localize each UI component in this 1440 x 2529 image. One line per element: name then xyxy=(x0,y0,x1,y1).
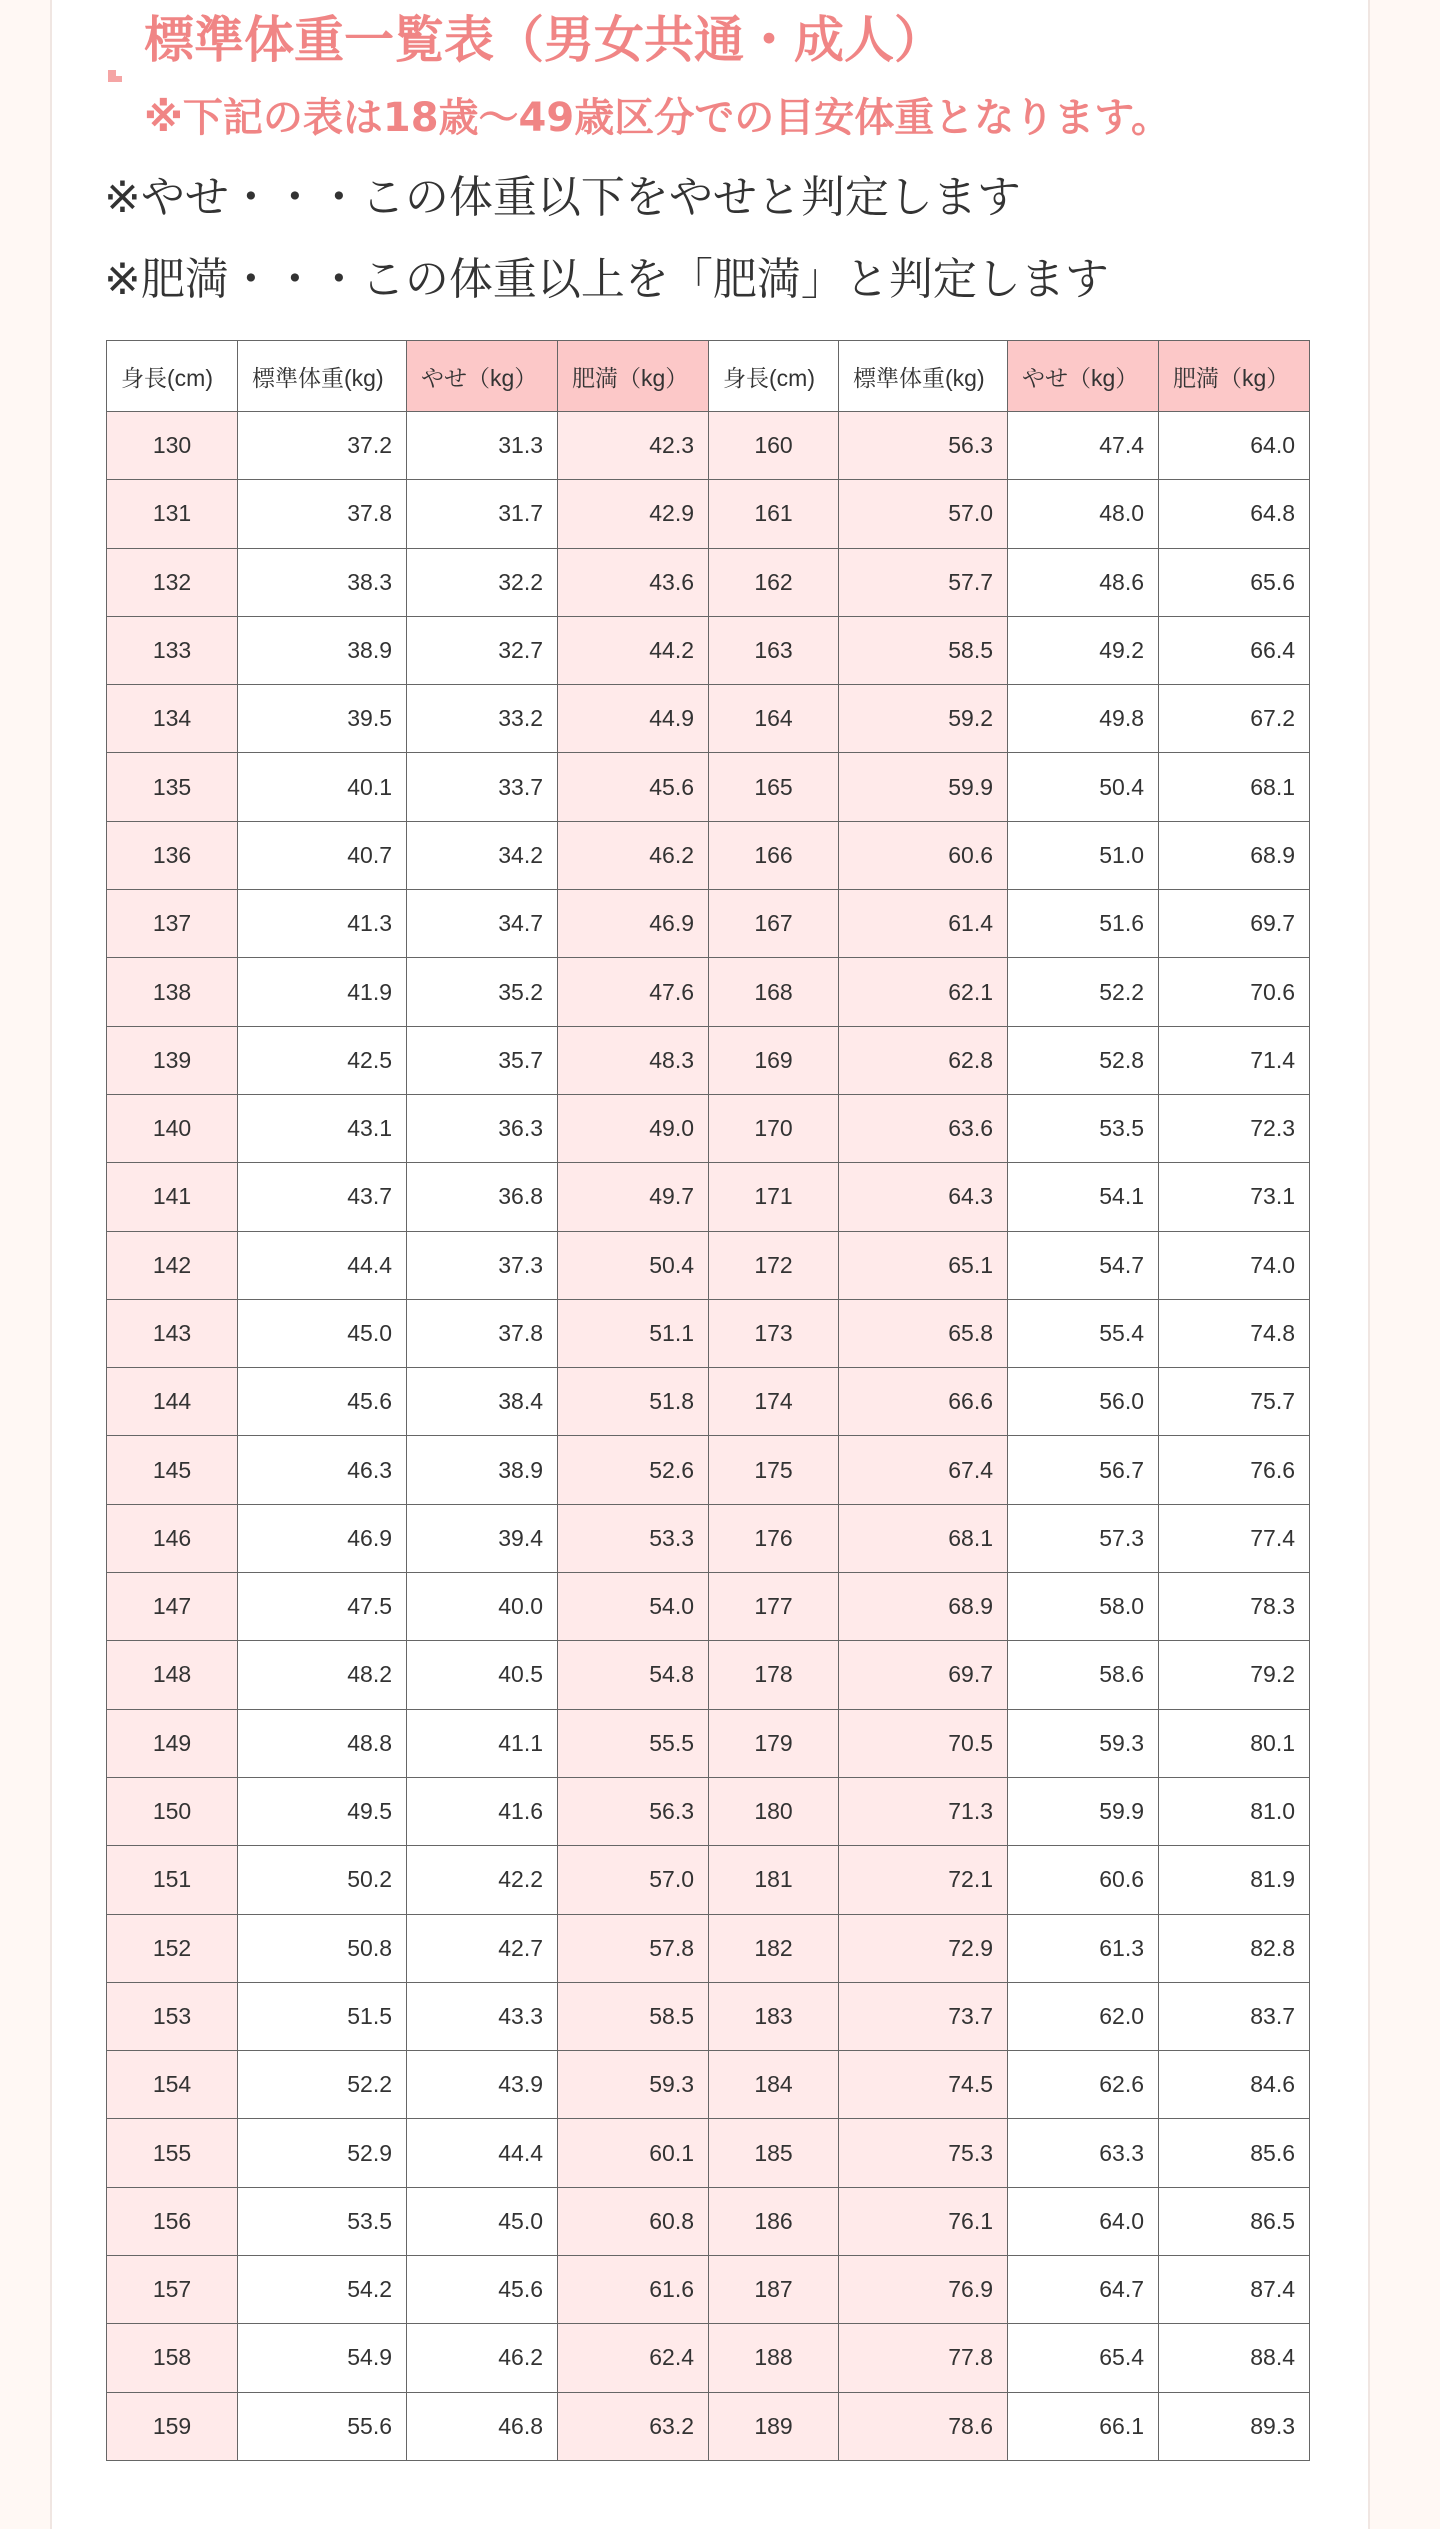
height-cell: 131 xyxy=(107,480,238,548)
standard-weight-cell: 44.4 xyxy=(238,1231,407,1299)
standard-weight-cell: 52.9 xyxy=(238,2119,407,2187)
thin-weight-cell: 51.0 xyxy=(1008,821,1159,889)
obese-weight-cell: 63.2 xyxy=(558,2392,709,2460)
height-cell: 136 xyxy=(107,821,238,889)
thin-weight-cell: 63.3 xyxy=(1008,2119,1159,2187)
thin-weight-cell: 58.6 xyxy=(1008,1641,1159,1709)
thin-weight-cell: 54.1 xyxy=(1008,1163,1159,1231)
standard-weight-cell: 72.1 xyxy=(839,1846,1008,1914)
obese-weight-cell: 81.9 xyxy=(1159,1846,1310,1914)
obese-weight-cell: 58.5 xyxy=(558,1982,709,2050)
standard-weight-cell: 48.2 xyxy=(238,1641,407,1709)
standard-weight-cell: 64.3 xyxy=(839,1163,1008,1231)
table-row xyxy=(107,1436,1310,1504)
height-cell: 153 xyxy=(107,1982,238,2050)
thin-weight-cell: 52.2 xyxy=(1008,958,1159,1026)
obese-weight-cell: 81.0 xyxy=(1159,1777,1310,1845)
table-row xyxy=(107,890,1310,958)
obese-weight-cell: 76.6 xyxy=(1159,1436,1310,1504)
thin-weight-cell: 57.3 xyxy=(1008,1504,1159,1572)
obese-weight-cell: 56.3 xyxy=(558,1777,709,1845)
obese-weight-cell: 74.0 xyxy=(1159,1231,1310,1299)
standard-weight-cell: 43.1 xyxy=(238,1094,407,1162)
table-row xyxy=(107,1231,1310,1299)
standard-weight-cell: 70.5 xyxy=(839,1709,1008,1777)
thin-weight-cell: 59.9 xyxy=(1008,1777,1159,1845)
height-cell: 152 xyxy=(107,1914,238,1982)
standard-weight-cell: 38.9 xyxy=(238,616,407,684)
height-cell: 144 xyxy=(107,1368,238,1436)
height-cell: 182 xyxy=(709,1914,839,1982)
height-cell: 179 xyxy=(709,1709,839,1777)
obese-weight-cell: 47.6 xyxy=(558,958,709,1026)
thin-weight-cell: 65.4 xyxy=(1008,2324,1159,2392)
height-cell: 185 xyxy=(709,2119,839,2187)
thin-weight-cell: 44.4 xyxy=(407,2119,558,2187)
height-cell: 170 xyxy=(709,1094,839,1162)
standard-weight-cell: 63.6 xyxy=(839,1094,1008,1162)
header-thin-left: やせ（kg） xyxy=(407,341,558,412)
standard-weight-cell: 76.9 xyxy=(839,2256,1008,2324)
standard-weight-cell: 58.5 xyxy=(839,616,1008,684)
table-row xyxy=(107,1094,1310,1162)
height-cell: 159 xyxy=(107,2392,238,2460)
standard-weight-cell: 46.9 xyxy=(238,1504,407,1572)
thin-weight-cell: 37.3 xyxy=(407,1231,558,1299)
obese-weight-cell: 57.0 xyxy=(558,1846,709,1914)
page-title: 標準体重一覧表（男女共通・成人） xyxy=(144,11,944,69)
thin-weight-cell: 46.8 xyxy=(407,2392,558,2460)
thin-weight-cell: 64.7 xyxy=(1008,2256,1159,2324)
height-cell: 145 xyxy=(107,1436,238,1504)
standard-weight-cell: 45.0 xyxy=(238,1299,407,1367)
standard-weight-cell: 45.6 xyxy=(238,1368,407,1436)
table-row xyxy=(107,1641,1310,1709)
standard-weight-cell: 43.7 xyxy=(238,1163,407,1231)
height-cell: 142 xyxy=(107,1231,238,1299)
height-cell: 177 xyxy=(709,1573,839,1641)
standard-weight-cell: 73.7 xyxy=(839,1982,1008,2050)
table-header xyxy=(107,341,1310,412)
table-row xyxy=(107,2051,1310,2119)
thin-weight-cell: 49.8 xyxy=(1008,685,1159,753)
table-row xyxy=(107,480,1310,548)
height-cell: 132 xyxy=(107,548,238,616)
height-cell: 139 xyxy=(107,1026,238,1094)
thin-weight-cell: 53.5 xyxy=(1008,1094,1159,1162)
height-cell: 140 xyxy=(107,1094,238,1162)
standard-weight-cell: 61.4 xyxy=(839,890,1008,958)
height-cell: 174 xyxy=(709,1368,839,1436)
standard-weight-table xyxy=(106,340,1310,2461)
thin-weight-cell: 64.0 xyxy=(1008,2187,1159,2255)
height-cell: 130 xyxy=(107,412,238,480)
thin-weight-cell: 45.6 xyxy=(407,2256,558,2324)
obese-weight-cell: 89.3 xyxy=(1159,2392,1310,2460)
thin-weight-cell: 48.0 xyxy=(1008,480,1159,548)
height-cell: 172 xyxy=(709,1231,839,1299)
standard-weight-cell: 69.7 xyxy=(839,1641,1008,1709)
header-height-left: 身長(cm) xyxy=(107,341,238,412)
obese-weight-cell: 51.1 xyxy=(558,1299,709,1367)
thin-weight-cell: 46.2 xyxy=(407,2324,558,2392)
table-row xyxy=(107,821,1310,889)
thin-weight-cell: 47.4 xyxy=(1008,412,1159,480)
table-row xyxy=(107,2392,1310,2460)
obese-weight-cell: 54.0 xyxy=(558,1573,709,1641)
height-cell: 149 xyxy=(107,1709,238,1777)
obese-weight-cell: 68.9 xyxy=(1159,821,1310,889)
table-row xyxy=(107,548,1310,616)
standard-weight-cell: 55.6 xyxy=(238,2392,407,2460)
height-cell: 146 xyxy=(107,1504,238,1572)
thin-weight-cell: 54.7 xyxy=(1008,1231,1159,1299)
height-cell: 189 xyxy=(709,2392,839,2460)
standard-weight-cell: 41.9 xyxy=(238,958,407,1026)
thin-weight-cell: 59.3 xyxy=(1008,1709,1159,1777)
thin-weight-cell: 43.9 xyxy=(407,2051,558,2119)
standard-weight-cell: 75.3 xyxy=(839,2119,1008,2187)
obese-weight-cell: 60.1 xyxy=(558,2119,709,2187)
height-cell: 134 xyxy=(107,685,238,753)
obese-weight-cell: 69.7 xyxy=(1159,890,1310,958)
standard-weight-cell: 39.5 xyxy=(238,685,407,753)
obese-weight-cell: 60.8 xyxy=(558,2187,709,2255)
table-row xyxy=(107,685,1310,753)
table-row xyxy=(107,2256,1310,2324)
height-cell: 163 xyxy=(709,616,839,684)
standard-weight-cell: 37.8 xyxy=(238,480,407,548)
obese-weight-cell: 65.6 xyxy=(1159,548,1310,616)
standard-weight-cell: 65.8 xyxy=(839,1299,1008,1367)
height-cell: 161 xyxy=(709,480,839,548)
obese-weight-cell: 82.8 xyxy=(1159,1914,1310,1982)
standard-weight-cell: 42.5 xyxy=(238,1026,407,1094)
height-cell: 181 xyxy=(709,1846,839,1914)
obese-weight-cell: 42.9 xyxy=(558,480,709,548)
obese-weight-cell: 45.6 xyxy=(558,753,709,821)
standard-weight-cell: 62.8 xyxy=(839,1026,1008,1094)
obese-weight-cell: 71.4 xyxy=(1159,1026,1310,1094)
table-row xyxy=(107,958,1310,1026)
obese-weight-cell: 52.6 xyxy=(558,1436,709,1504)
table-row xyxy=(107,1163,1310,1231)
standard-weight-cell: 46.3 xyxy=(238,1436,407,1504)
header-standard-weight-left: 標準体重(kg) xyxy=(238,341,407,412)
obese-weight-cell: 79.2 xyxy=(1159,1641,1310,1709)
header-row xyxy=(107,341,1310,412)
height-cell: 166 xyxy=(709,821,839,889)
obese-weight-cell: 49.7 xyxy=(558,1163,709,1231)
obese-weight-cell: 44.2 xyxy=(558,616,709,684)
table-row xyxy=(107,1573,1310,1641)
thin-weight-cell: 56.0 xyxy=(1008,1368,1159,1436)
thin-weight-cell: 55.4 xyxy=(1008,1299,1159,1367)
obese-weight-cell: 54.8 xyxy=(558,1641,709,1709)
height-cell: 183 xyxy=(709,1982,839,2050)
thin-weight-cell: 34.2 xyxy=(407,821,558,889)
table-row xyxy=(107,2187,1310,2255)
obese-weight-cell: 62.4 xyxy=(558,2324,709,2392)
thin-weight-cell: 60.6 xyxy=(1008,1846,1159,1914)
thin-weight-cell: 62.0 xyxy=(1008,1982,1159,2050)
thin-weight-cell: 49.2 xyxy=(1008,616,1159,684)
thin-weight-cell: 39.4 xyxy=(407,1504,558,1572)
thin-weight-cell: 66.1 xyxy=(1008,2392,1159,2460)
standard-weight-cell: 68.9 xyxy=(839,1573,1008,1641)
height-cell: 154 xyxy=(107,2051,238,2119)
height-cell: 143 xyxy=(107,1299,238,1367)
standard-weight-cell: 50.8 xyxy=(238,1914,407,1982)
height-cell: 167 xyxy=(709,890,839,958)
height-cell: 173 xyxy=(709,1299,839,1367)
obese-weight-cell: 72.3 xyxy=(1159,1094,1310,1162)
thin-weight-cell: 50.4 xyxy=(1008,753,1159,821)
standard-weight-cell: 53.5 xyxy=(238,2187,407,2255)
standard-weight-cell: 54.2 xyxy=(238,2256,407,2324)
header-standard-weight-right: 標準体重(kg) xyxy=(839,341,1008,412)
table-row xyxy=(107,1846,1310,1914)
table-subtitle-note: ※下記の表は18歳～49歳区分での目安体重となります。 xyxy=(144,95,1172,141)
thin-weight-cell: 43.3 xyxy=(407,1982,558,2050)
height-cell: 176 xyxy=(709,1504,839,1572)
standard-weight-cell: 40.1 xyxy=(238,753,407,821)
obese-weight-cell: 43.6 xyxy=(558,548,709,616)
obese-weight-cell: 59.3 xyxy=(558,2051,709,2119)
obese-weight-cell: 46.2 xyxy=(558,821,709,889)
obese-weight-cell: 73.1 xyxy=(1159,1163,1310,1231)
thin-weight-cell: 36.3 xyxy=(407,1094,558,1162)
standard-weight-cell: 41.3 xyxy=(238,890,407,958)
standard-weight-cell: 60.6 xyxy=(839,821,1008,889)
thin-weight-cell: 35.2 xyxy=(407,958,558,1026)
table-row xyxy=(107,1914,1310,1982)
thin-weight-cell: 48.6 xyxy=(1008,548,1159,616)
thin-weight-cell: 31.7 xyxy=(407,480,558,548)
obese-weight-cell: 70.6 xyxy=(1159,958,1310,1026)
standard-weight-cell: 47.5 xyxy=(238,1573,407,1641)
obese-weight-cell: 67.2 xyxy=(1159,685,1310,753)
height-cell: 180 xyxy=(709,1777,839,1845)
height-cell: 168 xyxy=(709,958,839,1026)
table-row xyxy=(107,1504,1310,1572)
standard-weight-cell: 76.1 xyxy=(839,2187,1008,2255)
table-row xyxy=(107,2324,1310,2392)
thin-weight-cell: 40.5 xyxy=(407,1641,558,1709)
obese-weight-cell: 84.6 xyxy=(1159,2051,1310,2119)
standard-weight-cell: 57.7 xyxy=(839,548,1008,616)
thin-weight-cell: 51.6 xyxy=(1008,890,1159,958)
height-cell: 151 xyxy=(107,1846,238,1914)
thin-weight-cell: 56.7 xyxy=(1008,1436,1159,1504)
height-cell: 187 xyxy=(709,2256,839,2324)
obese-weight-cell: 64.0 xyxy=(1159,412,1310,480)
obese-weight-cell: 66.4 xyxy=(1159,616,1310,684)
thin-weight-cell: 37.8 xyxy=(407,1299,558,1367)
height-cell: 188 xyxy=(709,2324,839,2392)
obese-weight-cell: 46.9 xyxy=(558,890,709,958)
standard-weight-cell: 51.5 xyxy=(238,1982,407,2050)
table-body xyxy=(107,412,1310,2461)
height-cell: 141 xyxy=(107,1163,238,1231)
thin-weight-cell: 38.9 xyxy=(407,1436,558,1504)
obese-definition-note: ※肥満・・・この体重以上を「肥満」と判定します xyxy=(104,254,1109,305)
thin-weight-cell: 61.3 xyxy=(1008,1914,1159,1982)
obese-weight-cell: 53.3 xyxy=(558,1504,709,1572)
obese-weight-cell: 74.8 xyxy=(1159,1299,1310,1367)
standard-weight-cell: 40.7 xyxy=(238,821,407,889)
height-cell: 171 xyxy=(709,1163,839,1231)
standard-weight-cell: 57.0 xyxy=(839,480,1008,548)
height-cell: 148 xyxy=(107,1641,238,1709)
obese-weight-cell: 57.8 xyxy=(558,1914,709,1982)
obese-weight-cell: 88.4 xyxy=(1159,2324,1310,2392)
thin-weight-cell: 45.0 xyxy=(407,2187,558,2255)
standard-weight-cell: 59.9 xyxy=(839,753,1008,821)
obese-weight-cell: 78.3 xyxy=(1159,1573,1310,1641)
obese-weight-cell: 51.8 xyxy=(558,1368,709,1436)
height-cell: 178 xyxy=(709,1641,839,1709)
obese-weight-cell: 48.3 xyxy=(558,1026,709,1094)
thin-weight-cell: 38.4 xyxy=(407,1368,558,1436)
height-cell: 155 xyxy=(107,2119,238,2187)
standard-weight-cell: 48.8 xyxy=(238,1709,407,1777)
standard-weight-cell: 37.2 xyxy=(238,412,407,480)
height-cell: 150 xyxy=(107,1777,238,1845)
standard-weight-cell: 78.6 xyxy=(839,2392,1008,2460)
standard-weight-cell: 71.3 xyxy=(839,1777,1008,1845)
obese-weight-cell: 77.4 xyxy=(1159,1504,1310,1572)
thin-weight-cell: 42.7 xyxy=(407,1914,558,1982)
thin-weight-cell: 36.8 xyxy=(407,1163,558,1231)
obese-weight-cell: 85.6 xyxy=(1159,2119,1310,2187)
obese-weight-cell: 49.0 xyxy=(558,1094,709,1162)
height-cell: 186 xyxy=(709,2187,839,2255)
standard-weight-cell: 74.5 xyxy=(839,2051,1008,2119)
standard-weight-cell: 38.3 xyxy=(238,548,407,616)
obese-weight-cell: 86.5 xyxy=(1159,2187,1310,2255)
standard-weight-cell: 52.2 xyxy=(238,2051,407,2119)
height-cell: 164 xyxy=(709,685,839,753)
thin-weight-cell: 33.2 xyxy=(407,685,558,753)
header-thin-right: やせ（kg） xyxy=(1008,341,1159,412)
table-row xyxy=(107,412,1310,480)
obese-weight-cell: 61.6 xyxy=(558,2256,709,2324)
height-cell: 160 xyxy=(709,412,839,480)
standard-weight-cell: 72.9 xyxy=(839,1914,1008,1982)
table-row xyxy=(107,1709,1310,1777)
thin-weight-cell: 58.0 xyxy=(1008,1573,1159,1641)
table-row xyxy=(107,1368,1310,1436)
standard-weight-cell: 67.4 xyxy=(839,1436,1008,1504)
standard-weight-cell: 62.1 xyxy=(839,958,1008,1026)
page-container xyxy=(50,0,1370,2529)
thin-weight-cell: 42.2 xyxy=(407,1846,558,1914)
header-height-right: 身長(cm) xyxy=(709,341,839,412)
height-cell: 137 xyxy=(107,890,238,958)
thin-definition-note: ※やせ・・・この体重以下をやせと判定します xyxy=(104,172,1021,223)
thin-weight-cell: 40.0 xyxy=(407,1573,558,1641)
obese-weight-cell: 50.4 xyxy=(558,1231,709,1299)
height-cell: 138 xyxy=(107,958,238,1026)
obese-weight-cell: 42.3 xyxy=(558,412,709,480)
header-obese-right: 肥満（kg） xyxy=(1159,341,1310,412)
height-cell: 133 xyxy=(107,616,238,684)
table-row xyxy=(107,1982,1310,2050)
obese-weight-cell: 87.4 xyxy=(1159,2256,1310,2324)
standard-weight-cell: 77.8 xyxy=(839,2324,1008,2392)
thin-weight-cell: 32.7 xyxy=(407,616,558,684)
table-row xyxy=(107,1777,1310,1845)
thin-weight-cell: 33.7 xyxy=(407,753,558,821)
height-cell: 162 xyxy=(709,548,839,616)
obese-weight-cell: 80.1 xyxy=(1159,1709,1310,1777)
height-cell: 147 xyxy=(107,1573,238,1641)
thin-weight-cell: 35.7 xyxy=(407,1026,558,1094)
height-cell: 169 xyxy=(709,1026,839,1094)
thin-weight-cell: 52.8 xyxy=(1008,1026,1159,1094)
height-cell: 157 xyxy=(107,2256,238,2324)
table-row xyxy=(107,2119,1310,2187)
table-row xyxy=(107,1026,1310,1094)
obese-weight-cell: 44.9 xyxy=(558,685,709,753)
obese-weight-cell: 68.1 xyxy=(1159,753,1310,821)
obese-weight-cell: 64.8 xyxy=(1159,480,1310,548)
height-cell: 184 xyxy=(709,2051,839,2119)
height-cell: 175 xyxy=(709,1436,839,1504)
standard-weight-cell: 56.3 xyxy=(839,412,1008,480)
heading-marker-icon xyxy=(108,70,122,82)
thin-weight-cell: 41.1 xyxy=(407,1709,558,1777)
standard-weight-cell: 49.5 xyxy=(238,1777,407,1845)
thin-weight-cell: 62.6 xyxy=(1008,2051,1159,2119)
obese-weight-cell: 75.7 xyxy=(1159,1368,1310,1436)
header-obese-left: 肥満（kg） xyxy=(558,341,709,412)
standard-weight-cell: 59.2 xyxy=(839,685,1008,753)
obese-weight-cell: 55.5 xyxy=(558,1709,709,1777)
height-cell: 158 xyxy=(107,2324,238,2392)
thin-weight-cell: 32.2 xyxy=(407,548,558,616)
standard-weight-cell: 66.6 xyxy=(839,1368,1008,1436)
table-row xyxy=(107,616,1310,684)
standard-weight-cell: 54.9 xyxy=(238,2324,407,2392)
thin-weight-cell: 31.3 xyxy=(407,412,558,480)
obese-weight-cell: 83.7 xyxy=(1159,1982,1310,2050)
table-row xyxy=(107,1299,1310,1367)
standard-weight-cell: 65.1 xyxy=(839,1231,1008,1299)
height-cell: 165 xyxy=(709,753,839,821)
standard-weight-cell: 68.1 xyxy=(839,1504,1008,1572)
thin-weight-cell: 41.6 xyxy=(407,1777,558,1845)
standard-weight-cell: 50.2 xyxy=(238,1846,407,1914)
height-cell: 135 xyxy=(107,753,238,821)
thin-weight-cell: 34.7 xyxy=(407,890,558,958)
table-row xyxy=(107,753,1310,821)
height-cell: 156 xyxy=(107,2187,238,2255)
